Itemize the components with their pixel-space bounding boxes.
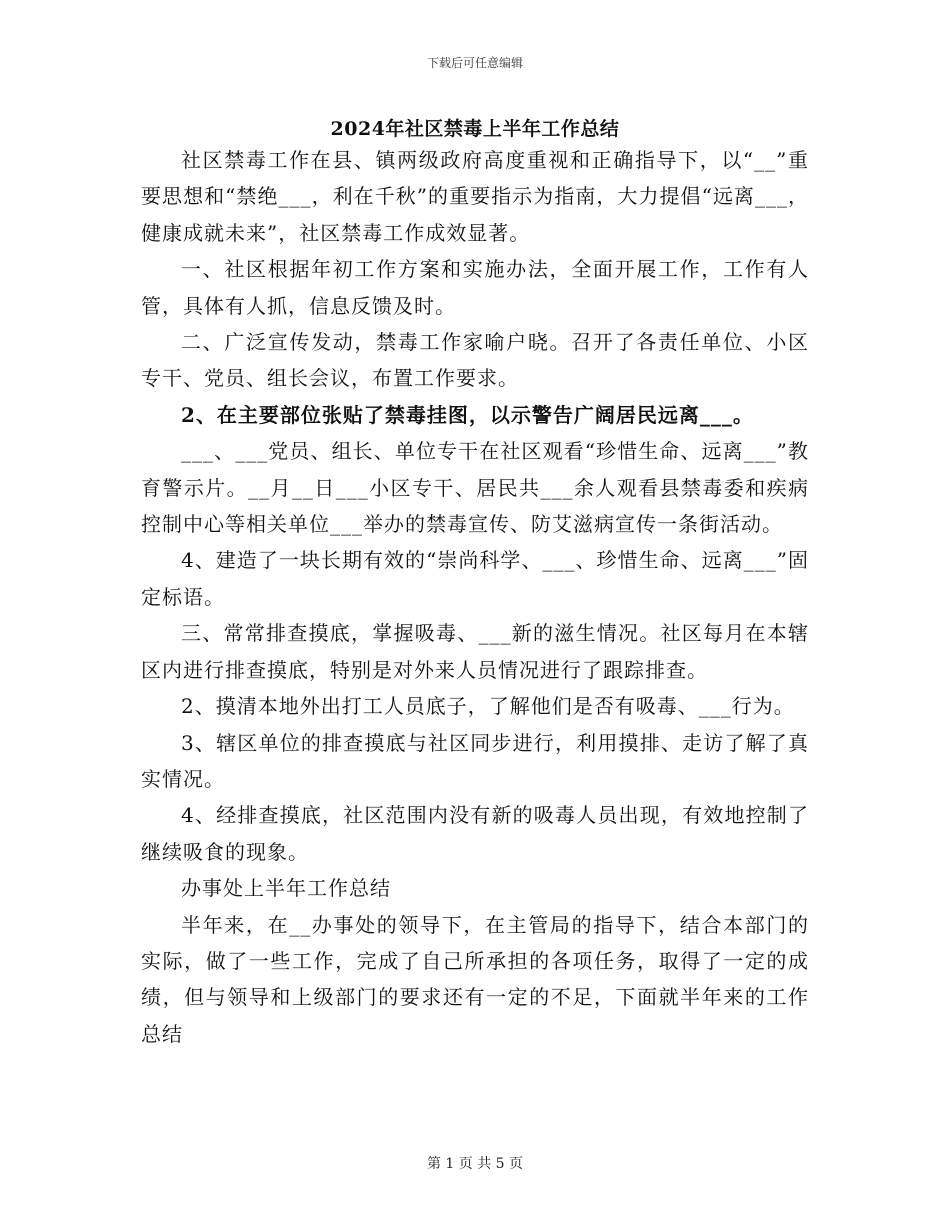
paragraph-item-workers: 2、摸清本地外出打工人员底子，了解他们是否有吸毒、___行为。: [181, 694, 795, 719]
paragraph-item-result: 4、经排查摸底，社区范围内没有新的吸毒人员出现，有效地控制了继续吸食的现象。: [141, 803, 809, 864]
paragraph-item-slogan: 4、建造了一块长期有效的“崇尚科学、___、珍惜生命、远离___”固定标语。: [141, 548, 809, 609]
paragraph-office-summary: 半年来，在__办事处的领导下，在主管局的指导下，结合本部门的实际，做了一些工作，完成了自己所承担的各项任务，取得了一定的成绩，但与领导和上级部门的要求还有一定的不足，下面就半年来的工作总结: [141, 912, 809, 1046]
paragraph-intro: 社区禁毒工作在县、镇两级政府高度重视和正确指导下，以“__”重要思想和“禁绝___，利在千秋”的重要指示为指南，大力提倡“远离___，健康成就未来”，社区禁毒工作成效显著。: [141, 148, 809, 245]
paragraph-section-2: 二、广泛宣传发动，禁毒工作家喻户晓。召开了各责任单位、小区专干、党员、组长会议，布置工作要求。: [141, 330, 809, 391]
paragraph-item-film: ___、___党员、组长、单位专干在社区观看“珍惜生命、远离___”教育警示片。__月__日___小区专干、居民共___余人观看县禁毒委和疾病控制中心等相关单位___举办的禁毒宣传、防艾滋病宣传一条街活动。: [141, 439, 809, 537]
document-title: 2024年社区禁毒上半年工作总结: [330, 118, 620, 140]
paragraph-item-posters: 2、在主要部位张贴了禁毒挂图，以示警告广阔居民远离___。: [181, 402, 754, 427]
paragraph-section-3: 三、常常排查摸底，掌握吸毒、___新的滋生情况。社区每月在本辖区内进行排查摸底，特别是对外来人员情况进行了跟踪排查。: [141, 621, 809, 682]
paragraph-section-1: 一、社区根据年初工作方案和实施办法，全面开展工作，工作有人管，具体有人抓，信息反馈及时。: [141, 257, 809, 318]
page-number: 第 1 页 共 5 页: [426, 1156, 524, 1172]
header-note: 下载后可任意编辑: [426, 56, 523, 70]
paragraph-item-units: 3、辖区单位的排查摸底与社区同步进行，利用摸排、走访了解了真实情况。: [141, 730, 809, 791]
paragraph-subtitle: 办事处上半年工作总结: [181, 876, 391, 901]
document-body: [141, 142, 809, 1052]
